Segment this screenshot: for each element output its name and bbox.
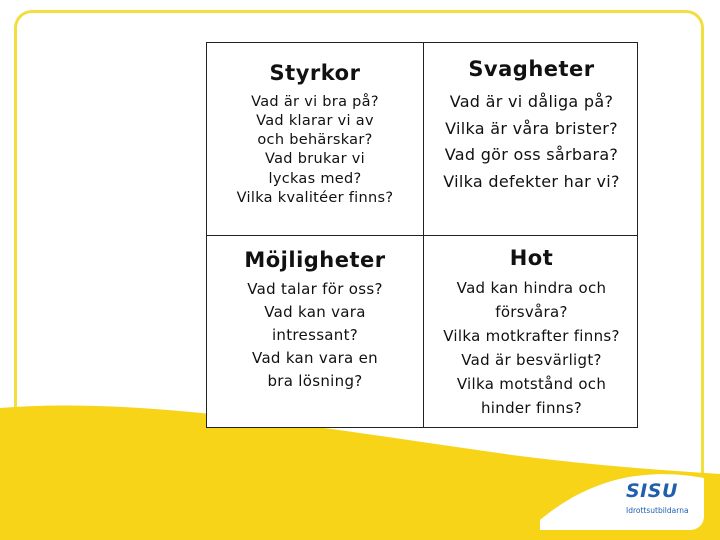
opportunities-line: Vad kan vara bbox=[264, 303, 366, 322]
threats-questions bbox=[424, 276, 639, 420]
weaknesses-title: Svagheter bbox=[468, 57, 595, 81]
opportunities-line: Vad talar för oss? bbox=[247, 280, 383, 298]
weaknesses-line: Vad gör oss sårbara? bbox=[444, 145, 619, 165]
weaknesses-line: Vilka defekter har vi? bbox=[443, 171, 620, 191]
opportunities-cell bbox=[207, 248, 423, 393]
logo-wordmark: SISU bbox=[626, 480, 678, 502]
weaknesses-line: Vilka är våra brister? bbox=[445, 118, 618, 138]
threats-line: Vad kan hindra och bbox=[456, 279, 607, 297]
weaknesses-line: Vad är vi dåliga på? bbox=[449, 92, 614, 111]
threats-line: Vad är besvärligt? bbox=[461, 351, 602, 369]
opportunities-line: intressant? bbox=[271, 326, 359, 345]
threats-cell bbox=[424, 246, 639, 420]
strengths-line: Vad klarar vi av bbox=[256, 113, 374, 130]
threats-line: hinder finns? bbox=[480, 399, 582, 417]
opportunities-line: bra lösning? bbox=[267, 372, 363, 391]
sisu-logo bbox=[626, 480, 700, 520]
weaknesses-cell bbox=[424, 57, 639, 195]
strengths-title: Styrkor bbox=[269, 61, 361, 85]
strengths-cell bbox=[207, 61, 423, 208]
strengths-line: Vad är vi bra på? bbox=[251, 94, 379, 110]
strengths-line: Vad brukar vi bbox=[265, 151, 365, 168]
opportunities-title: Möjligheter bbox=[244, 248, 386, 272]
opportunities-line: Vad kan vara en bbox=[252, 349, 378, 368]
strengths-questions bbox=[207, 93, 423, 208]
threats-title: Hot bbox=[509, 246, 554, 270]
threats-line: Vilka motstånd och bbox=[456, 375, 607, 393]
opportunities-questions bbox=[207, 278, 423, 393]
table-divider-horizontal bbox=[207, 235, 637, 236]
threats-line: Vilka motkrafter finns? bbox=[443, 327, 620, 345]
strengths-line: lyckas med? bbox=[268, 170, 362, 187]
logo-subtitle: Idrottsutbildarna bbox=[626, 506, 689, 515]
swot-table bbox=[206, 42, 638, 428]
strengths-line: Vilka kvalitéer finns? bbox=[236, 189, 394, 206]
strengths-line: och behärskar? bbox=[257, 132, 373, 149]
weaknesses-questions bbox=[424, 89, 639, 195]
threats-line: försvåra? bbox=[495, 303, 568, 321]
